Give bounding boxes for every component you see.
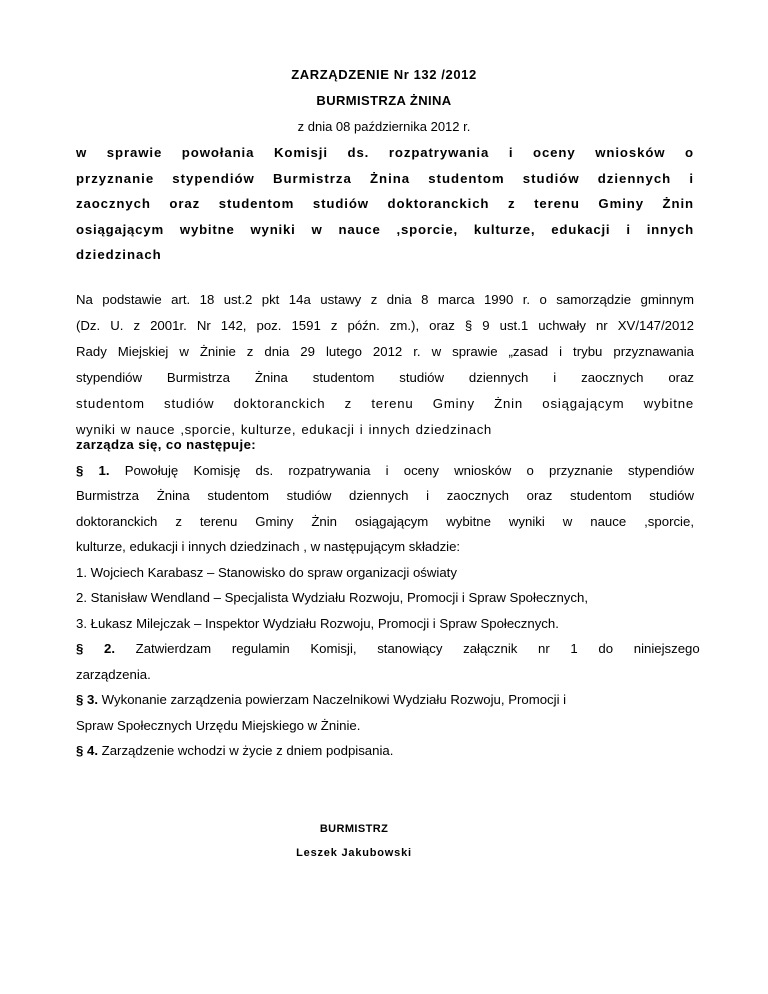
committee-member: 2. Stanisław Wendland – Specjalista Wydziału Rozwoju, Promocji i Spraw Społecznych, [76, 590, 588, 605]
section-1-line: doktoranckich z terenu Gminy Żnin osiągającym wybitne wyniki w nauce ,sporcie, [76, 513, 694, 529]
section-2-line: zarządzenia. [76, 666, 151, 682]
decision-body [76, 432, 700, 764]
signature-name: Leszek Jakubowski [296, 847, 412, 859]
section-3-label: § 3. [76, 692, 98, 707]
subject-line: w sprawie powołania Komisji ds. rozpatrywania i oceny wniosków o [76, 145, 694, 160]
subject-block [76, 140, 694, 268]
section-2-label: § 2. [76, 641, 115, 656]
basis-line: stypendiów Burmistrza Żnina studentom studiów dziennych i zaocznych oraz [76, 370, 694, 385]
section-4-line: § 4. Zarządzenie wchodzi w życie z dniem podpisania. [76, 743, 394, 758]
subject-line: dziedzinach [76, 247, 162, 263]
signature-role: BURMISTRZ [319, 823, 389, 835]
section-2-line: § 2. Zatwierdzam regulamin Komisji, stanowiący załącznik nr 1 do niniejszego [76, 641, 700, 656]
basis-line: wyniki w nauce ,sporcie, kulturze, edukacji i innych dziedzinach [76, 422, 492, 437]
subject-line: osiągającym wybitne wyniki w nauce ,sporcie, kulturze, edukacji i innych [76, 221, 694, 237]
document-title: ZARZĄDZENIE Nr 132 /2012 [291, 67, 477, 82]
issue-date: z dnia 08 października 2012 r. [297, 119, 471, 134]
section-4-label: § 4. [76, 743, 98, 758]
subject-line: zaocznych oraz studentom studiów doktoranckich z terenu Gminy Żnin [76, 196, 694, 212]
basis-line: (Dz. U. z 2001r. Nr 142, poz. 1591 z późn. zm.), oraz § 9 ust.1 uchwały nr XV/147/2012 [76, 318, 694, 333]
section-3-line: § 3. Wykonanie zarządzenia powierzam Naczelnikowi Wydziału Rozwoju, Promocji i [76, 692, 567, 707]
section-1-label: § 1. [76, 462, 110, 478]
section-1-line: kulturze, edukacji i innych dziedzinach , w następującym składzie: [76, 539, 461, 554]
committee-member: 1. Wojciech Karabasz – Stanowisko do spraw organizacji oświaty [76, 564, 457, 580]
section-1-line: § 1. Powołuję Komisję ds. rozpatrywania i oceny wniosków o przyznanie stypendiów [76, 462, 694, 478]
basis-line: studentom studiów doktoranckich z terenu Gminy Żnin osiągającym wybitne [76, 396, 694, 411]
section-1-line: Burmistrza Żnina studentom studiów dziennych i zaocznych oraz studentom studiów [76, 488, 694, 503]
committee-member: 3. Łukasz Milejczak – Inspektor Wydziału Rozwoju, Promocji i Spraw Społecznych. [76, 615, 559, 631]
basis-line: Na podstawie art. 18 ust.2 pkt 14a ustawy z dnia 8 marca 1990 r. o samorządzie gminnym [76, 292, 694, 307]
subject-line: przyznanie stypendiów Burmistrza Żnina studentom studiów dziennych i [76, 170, 694, 186]
basis-line: Rady Miejskiej w Żninie z dnia 29 lutego 2012 r. w sprawie „zasad i trybu przyznawania [76, 344, 694, 359]
decision-heading: zarządza się, co następuje: [76, 437, 257, 452]
legal-basis-block [76, 287, 694, 443]
issuer-title: BURMISTRZA ŻNINA [316, 93, 452, 108]
section-3-line: Spraw Społecznych Urzędu Miejskiego w Żninie. [76, 717, 361, 733]
